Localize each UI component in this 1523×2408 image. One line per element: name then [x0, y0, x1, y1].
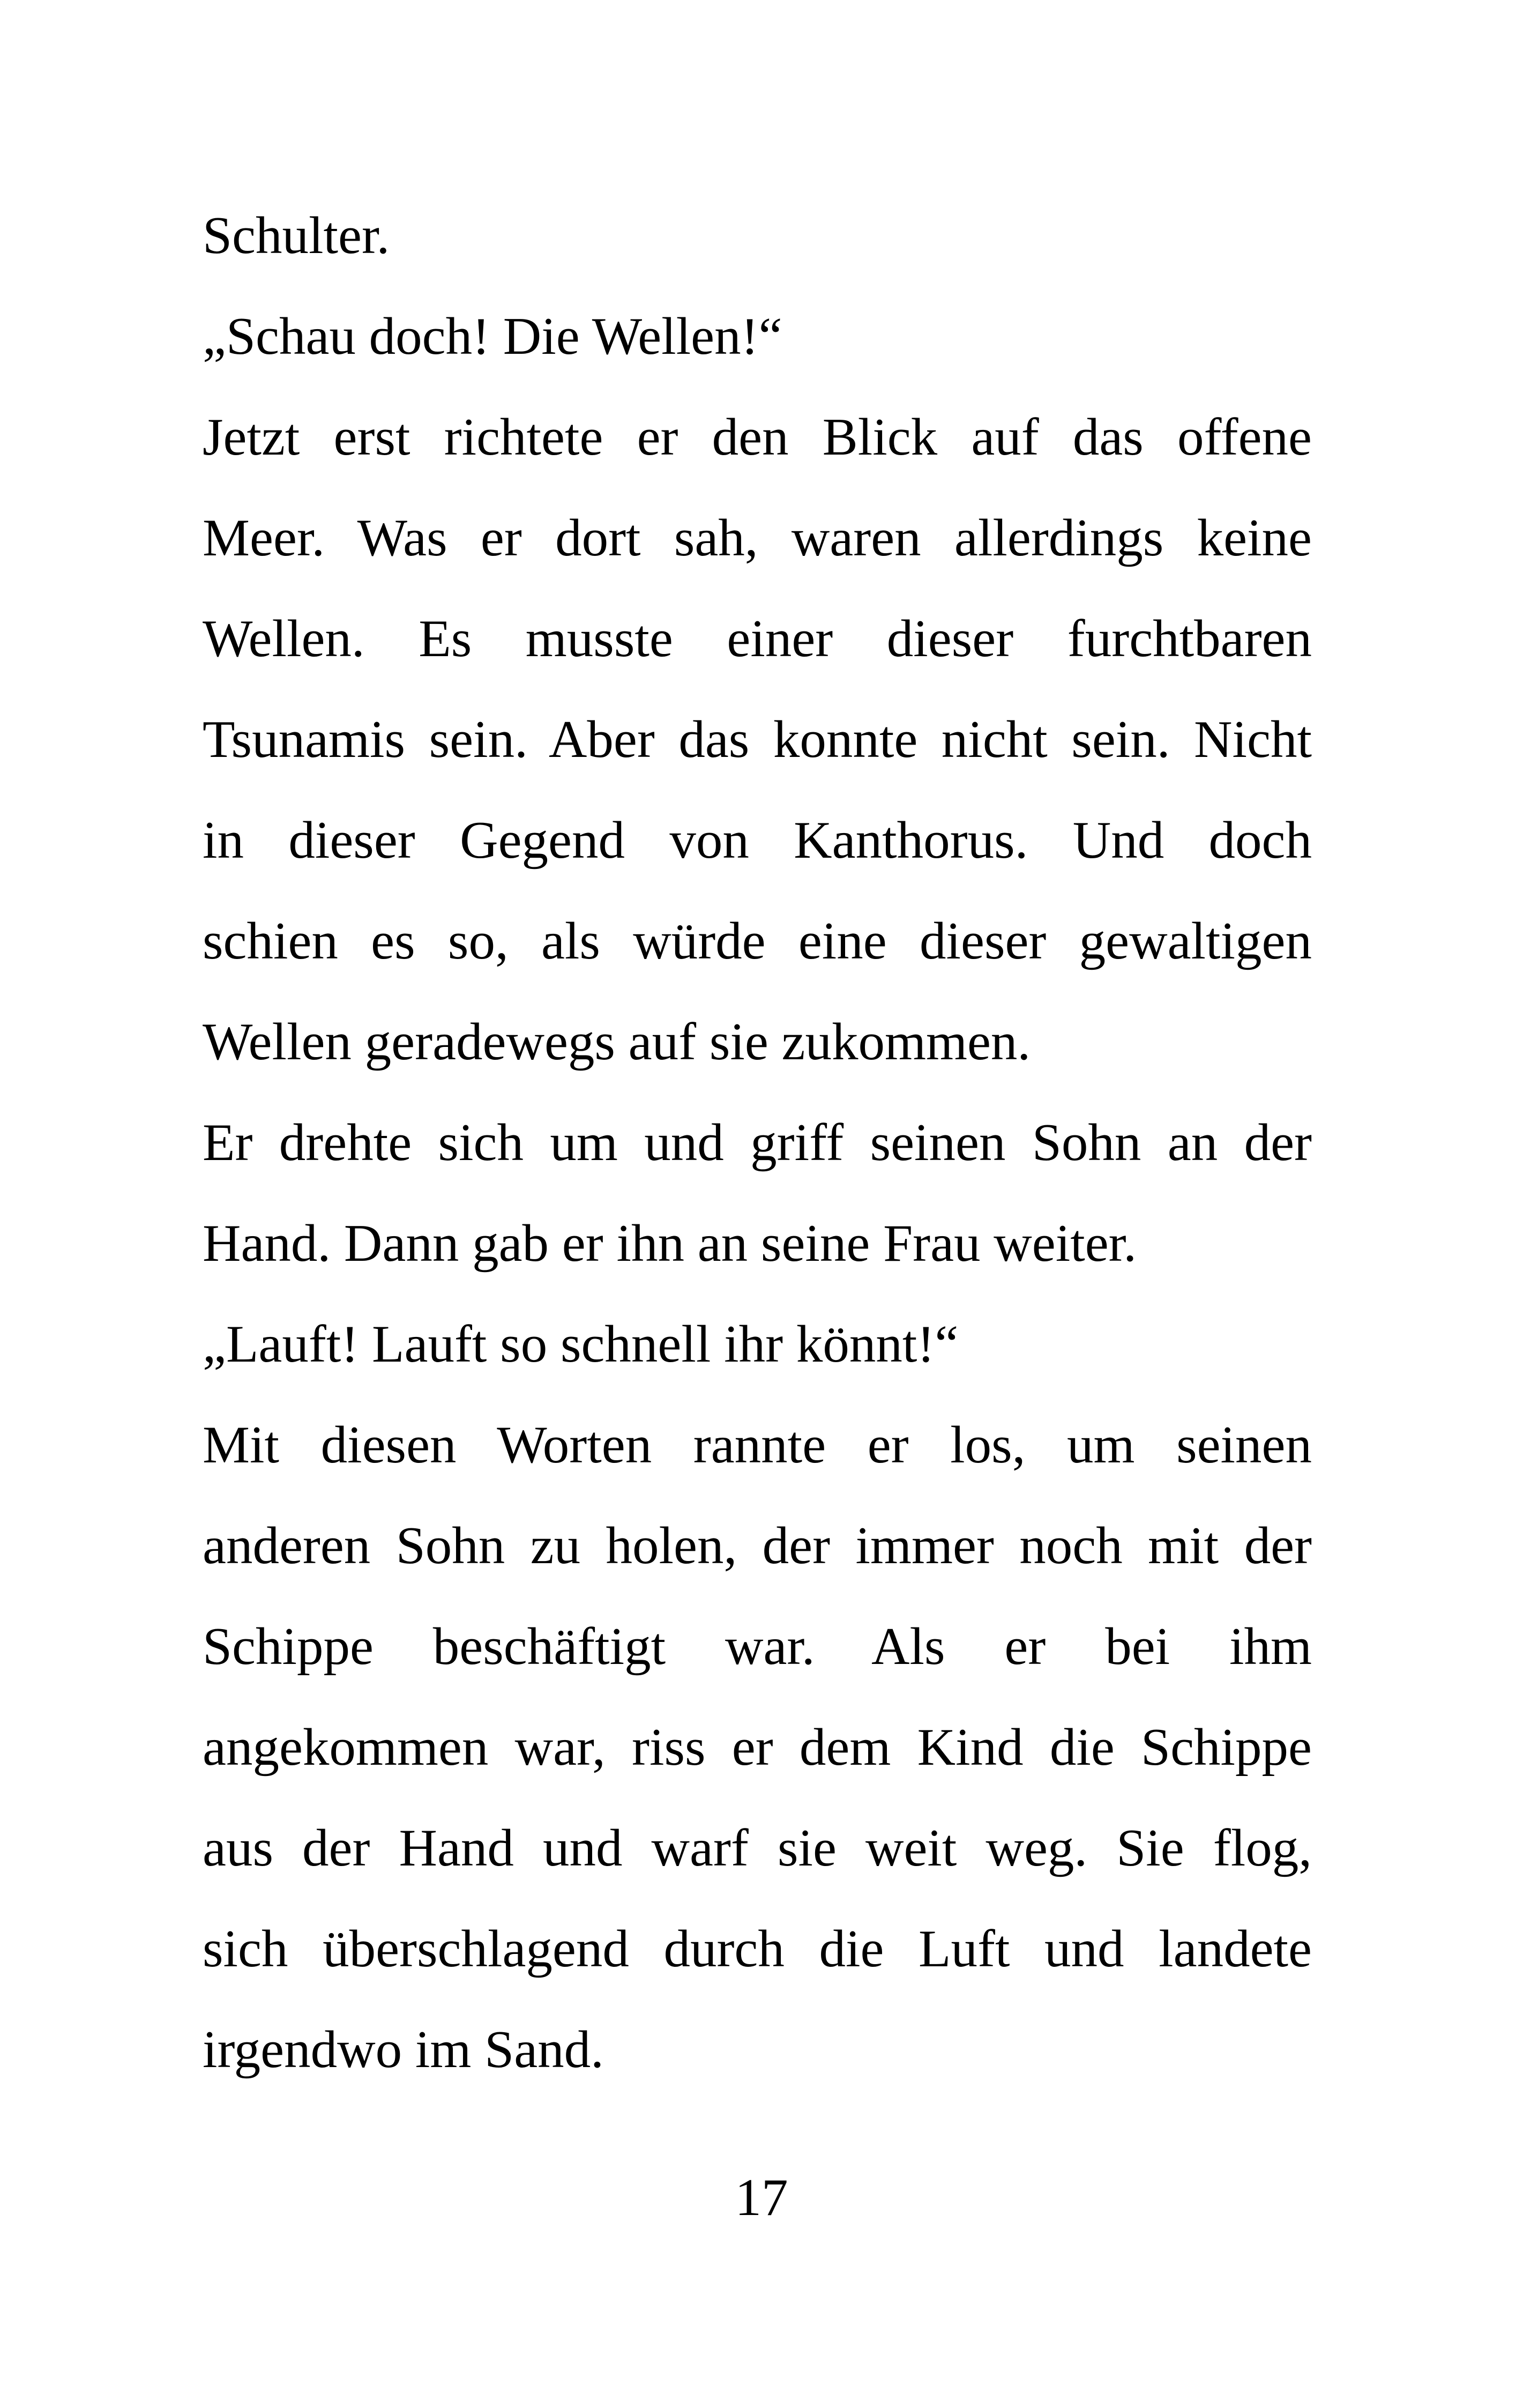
text-line: Meer. Was er dort sah, waren allerdings keine [203, 509, 1312, 567]
text-line: Wellen geradewegs auf sie zukommen. [203, 1013, 1031, 1071]
text-line: Jetzt erst richtete er den Blick auf das offene [203, 408, 1312, 466]
text-line: Hand. Dann gab er ihn an seine Frau weiter. [203, 1214, 1137, 1273]
text-line: sich überschlagend durch die Luft und landete [203, 1920, 1312, 1978]
text-line: Wellen. Es musste einer dieser furchtbaren [203, 610, 1312, 668]
body-text [203, 185, 1312, 2100]
text-line: in dieser Gegend von Kanthorus. Und doch [203, 811, 1312, 869]
text-line: schien es so, als würde eine dieser gewaltigen [203, 912, 1312, 970]
text-line: angekommen war, riss er dem Kind die Schippe [203, 1718, 1312, 1777]
text-line: „Schau doch! Die Wellen!“ [203, 307, 782, 366]
text-line: Mit diesen Worten rannte er los, um seinen [203, 1416, 1312, 1474]
text-line: irgendwo im Sand. [203, 2020, 604, 2079]
text-line: Schulter. [203, 206, 390, 265]
text-line: anderen Sohn zu holen, der immer noch mit der [203, 1517, 1312, 1575]
text-line: aus der Hand und warf sie weit weg. Sie flog, [203, 1819, 1312, 1877]
text-line: Tsunamis sein. Aber das konnte nicht sein. Nicht [203, 710, 1312, 769]
text-line: „Lauft! Lauft so schnell ihr könnt!“ [203, 1315, 959, 1373]
text-line: Schippe beschäftigt war. Als er bei ihm [203, 1617, 1312, 1676]
page-number: 17 [735, 2168, 788, 2227]
text-line: Er drehte sich um und griff seinen Sohn an der [203, 1113, 1312, 1172]
